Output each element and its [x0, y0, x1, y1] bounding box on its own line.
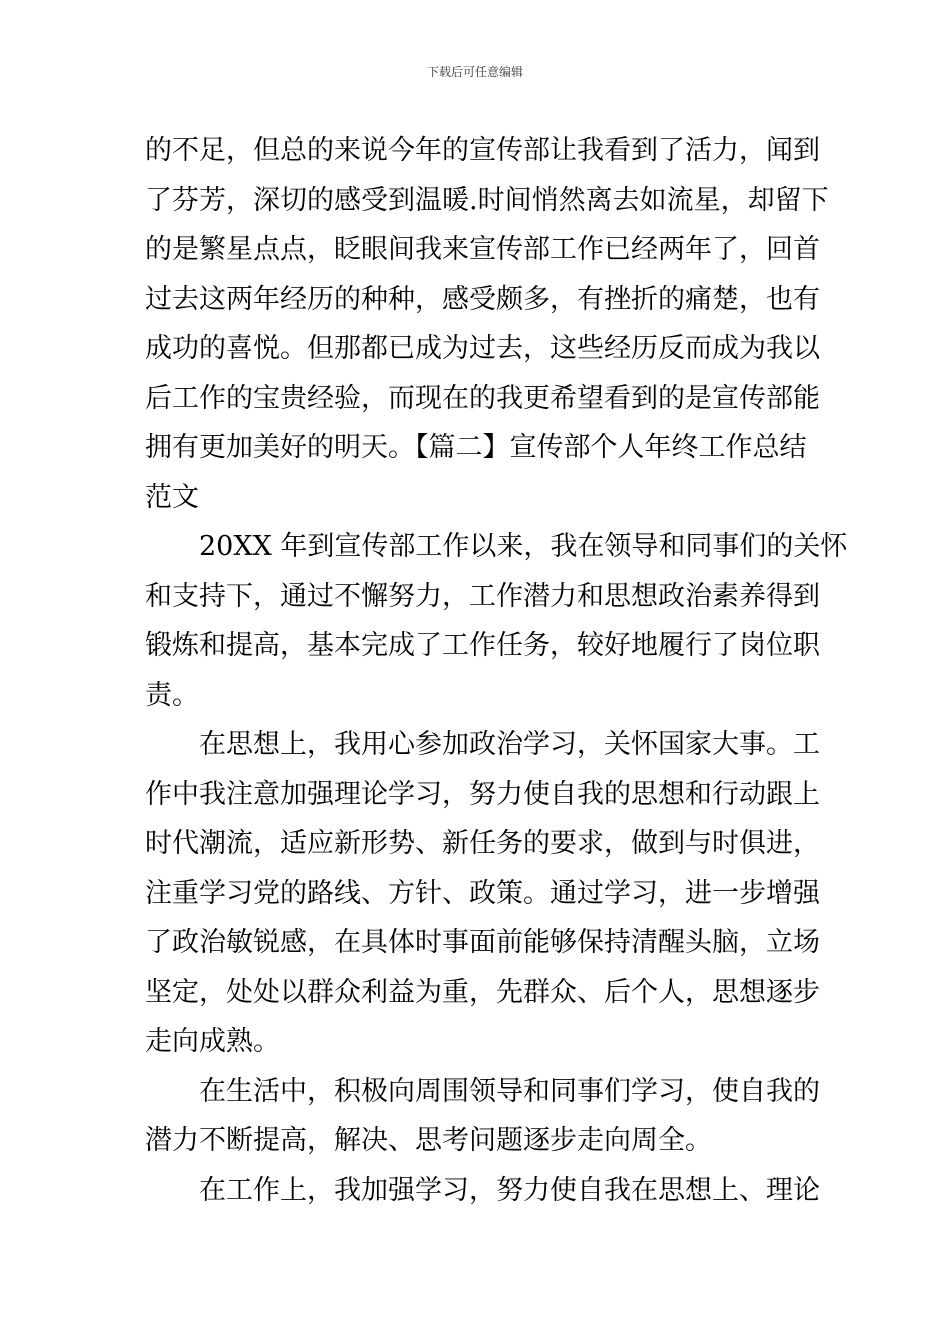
text-line: 过去这两年经历的种种，感受颇多，有挫折的痛楚，也有: [145, 283, 820, 315]
paragraph: [145, 1166, 820, 1216]
paragraph: [145, 126, 829, 522]
document-body: [145, 126, 848, 1215]
paragraph: [145, 720, 820, 1067]
text-line: 在思想上，我用心参加政治学习，关怀国家大事。工: [199, 729, 820, 760]
text-line: 坚定，处处以群众利益为重，先群众、后个人，思想逐步: [145, 976, 820, 1008]
text-line: 的不足，但总的来说今年的宣传部让我看到了活力，闻到: [145, 135, 820, 166]
text-line: 作中我注意加强理论学习，努力使自我的思想和行动跟上: [145, 778, 820, 810]
text-line: 的是繁星点点，眨眼间我来宣传部工作已经两年了，回首: [145, 234, 820, 265]
text-line: 时代潮流，适应新形势、新任务的要求，做到与时俱进，: [145, 828, 820, 859]
text-line: 在工作上，我加强学习，努力使自我在思想上、理论: [199, 1174, 820, 1206]
text-line: 了政治敏锐感，在具体时事面前能够保持清醒头脑，立场: [145, 927, 820, 958]
page-header: 下载后可任意编辑: [426, 65, 523, 79]
text-line: 锻炼和提高，基本完成了工作任务，较好地履行了岗位职: [145, 630, 820, 661]
text-line: 在生活中，积极向周围领导和同事们学习，使自我的: [199, 1075, 820, 1107]
text-line: 潜力不断提高，解决、思考问题逐步走向周全。: [145, 1125, 712, 1156]
paragraph: [145, 522, 848, 720]
text-line: 了芬芳，深切的感受到温暖.时间悄然离去如流星，却留下: [145, 184, 829, 216]
text-line: 责。: [145, 679, 199, 711]
text-line: 和支持下，通过不懈努力，工作潜力和思想政治素养得到: [145, 580, 820, 612]
paragraph: [145, 1067, 820, 1166]
text-line: 范文: [145, 481, 199, 513]
text-line: 成功的喜悦。但那都已成为过去，这些经历反而成为我以: [145, 333, 820, 364]
text-line: 20XX 年到宣传部工作以来，我在领导和同事们的关怀: [199, 531, 848, 562]
text-line: 注重学习党的路线、方针、政策。通过学习，进一步增强: [145, 877, 820, 909]
text-line: 后工作的宝贵经验，而现在的我更希望看到的是宣传部能: [145, 382, 820, 414]
text-line: 拥有更加美好的明天。【篇二】宣传部个人年终工作总结: [145, 432, 807, 463]
text-line: 走向成熟。: [145, 1026, 280, 1057]
